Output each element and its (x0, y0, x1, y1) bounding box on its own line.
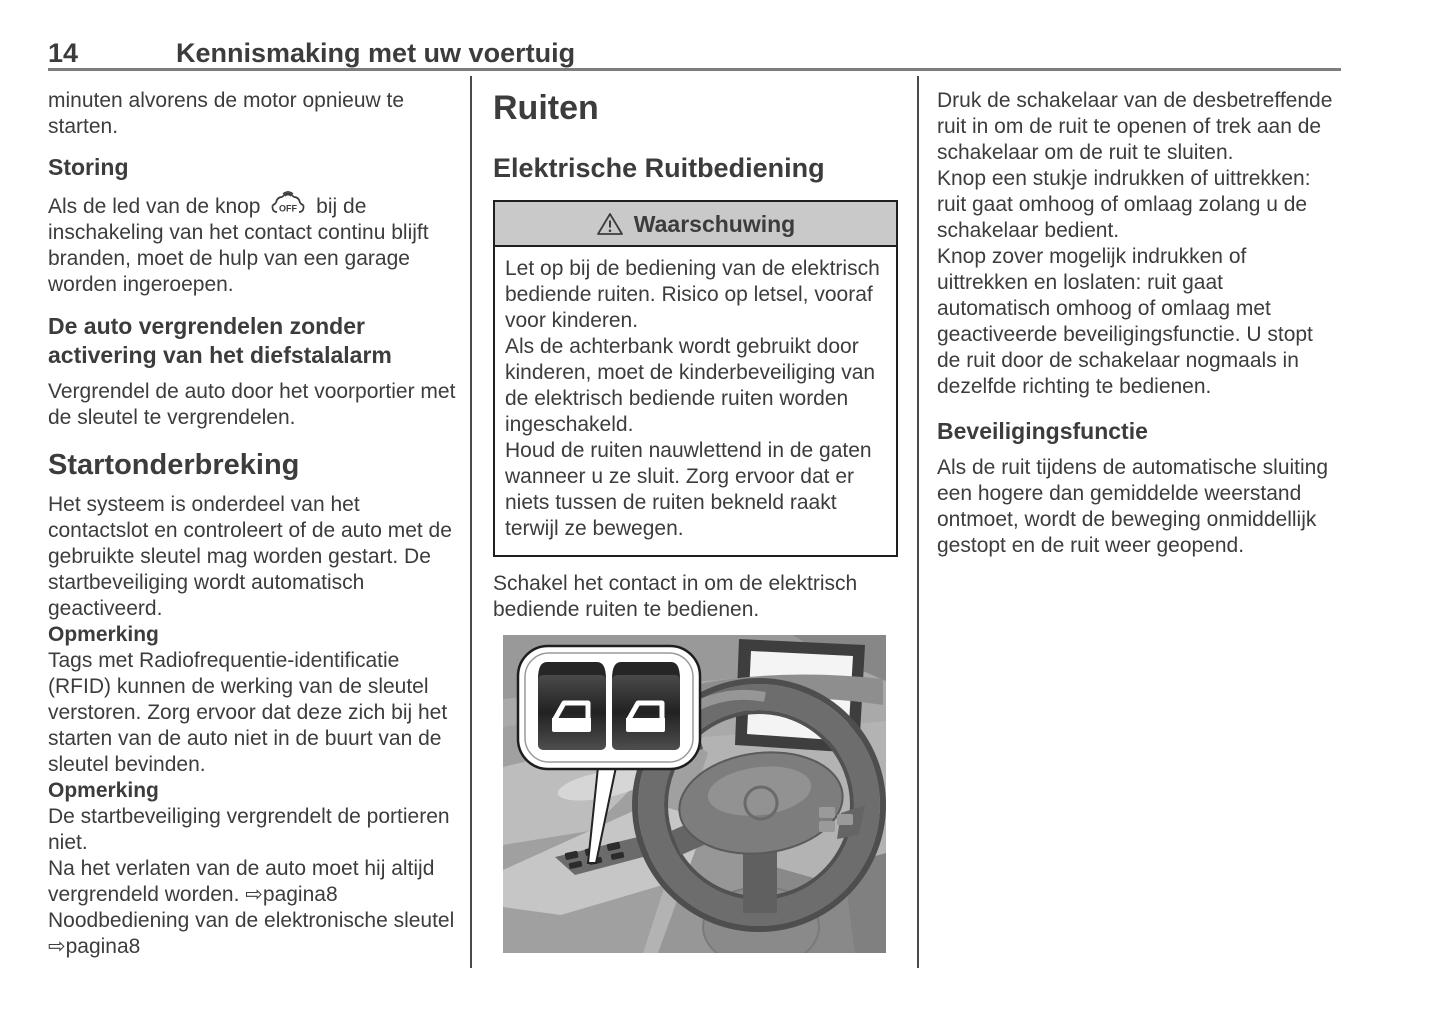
front-window-switch-icon (538, 662, 606, 750)
heading-electric-windows: Elektrische Ruitbediening (493, 153, 825, 183)
paragraph-switch-ignition: Schakel het contact in om de elektrisch bediende ruiten te bedienen. (493, 572, 858, 621)
note-label: Opmerking (48, 779, 159, 802)
warning-triangle-icon (596, 211, 624, 237)
paragraph-safety-function: Als de ruit tijdens de automatische sluiting een hogere dan gemiddelde weerstand ontmoet, wordt de beweging onmiddellijk gestopt en de ruit weer geopend. (937, 456, 1329, 557)
page-number: 14 (48, 38, 79, 68)
paragraph-emergency-key (48, 908, 460, 960)
warning-title: Waarschuwing (633, 211, 796, 237)
column-right (937, 88, 1337, 559)
page-reference-link[interactable]: ⇨pagina8 (48, 935, 141, 958)
heading-safety-function: Beveiligingsfunctie (937, 418, 1148, 444)
rear-window-switch-icon (612, 662, 680, 750)
heading-storing: Storing (48, 154, 129, 180)
paragraph-window-operate: Druk de schakelaar van de desbetreffende ruit in om de ruit te openen of trek aan de schakelaar om de ruit te sluiten. (937, 89, 1333, 164)
vehicle-alarm-off-icon (268, 191, 308, 219)
emergency-key-text: Noodbediening van de elektronische sleutel (48, 909, 455, 932)
heading-windows: Ruiten (493, 89, 599, 127)
header-rule (48, 68, 1341, 71)
alarm-off-icon-label: OFF (279, 203, 298, 214)
paragraph-engine-restart: minuten alvorens de motor opnieuw te starten. (48, 89, 405, 138)
paragraph-storing (48, 191, 460, 298)
warning-box-body (495, 247, 896, 555)
warning-paragraph: Als de achterbank wordt gebruikt door kinderen, moet de kinderbeveiliging van de elektrisch bediende ruiten worden ingeschakeld. (505, 335, 876, 436)
warning-box (493, 200, 898, 557)
lock-reminder-text: Na het verlaten van de auto moet hij altijd vergrendeld worden. (48, 857, 435, 906)
column-divider-2 (917, 76, 919, 968)
paragraph-window-auto: Knop zover mogelijk indrukken of uittrekken en loslaten: ruit gaat automatisch omhoog of omlaag met geactiveerde beveiligingsfunctie. U stopt de ruit door de schakelaar nogmaals in dezelfde richting te bedienen. (937, 245, 1313, 398)
warning-paragraph: Let op bij de bediening van de elektrisch bediende ruiten. Risico op letsel, vooraf voor kinderen. (505, 257, 880, 332)
paragraph-rfid-note: Tags met Radiofrequentie-identificatie (RFID) kunnen de werking van de sleutel verstoren. Zorg ervoor dat deze zich bij het starten van de auto niet in de buurt van de sleutel bevinden. (48, 649, 448, 776)
paragraph-lock-reminder (48, 856, 460, 908)
column-divider-1 (470, 76, 472, 968)
paragraph-window-manual: Knop een stukje indrukken of uittrekken: ruit gaat omhoog of omlaag zolang u de schakelaar bedient. (937, 167, 1311, 242)
paragraph-lock: Vergrendel de auto door het voorportier met de sleutel te vergrendelen. (48, 380, 456, 429)
heading-start-interruption: Startonderbreking (48, 449, 300, 481)
chapter-title: Kennismaking met uw voertuig (176, 38, 576, 68)
heading-lock-without-alarm: De auto vergrendelen zonder activering van het diefstalalarm (48, 313, 392, 368)
paragraph-doors-note: De startbeveiliging vergrendelt de portieren niet. (48, 805, 450, 854)
column-left (48, 88, 460, 960)
column-middle (493, 88, 898, 953)
warning-paragraph: Houd de ruiten nauwlettend in de gaten wanneer u ze sluit. Zorg ervoor dat er niets tussen de ruiten bekneld raakt terwijl ze bewegen. (505, 439, 872, 540)
paragraph-immobiliser: Het systeem is onderdeel van het contactslot en controleert of de auto met de gebruikte sleutel mag worden gestart. De startbeveiliging wordt automatisch geactiveerd. (48, 493, 452, 620)
window-switches-illustration (503, 635, 886, 953)
storing-text-after: bij de inschakeling van het contact continu blijft branden, moet de hulp van een garage worden ingeroepen. (48, 195, 429, 296)
warning-box-header (495, 202, 896, 247)
window-switches-figure (503, 635, 886, 953)
storing-text-before: Als de led van de knop (48, 195, 261, 218)
note-label: Opmerking (48, 623, 159, 646)
page-reference-link[interactable]: ⇨pagina8 (245, 883, 338, 906)
